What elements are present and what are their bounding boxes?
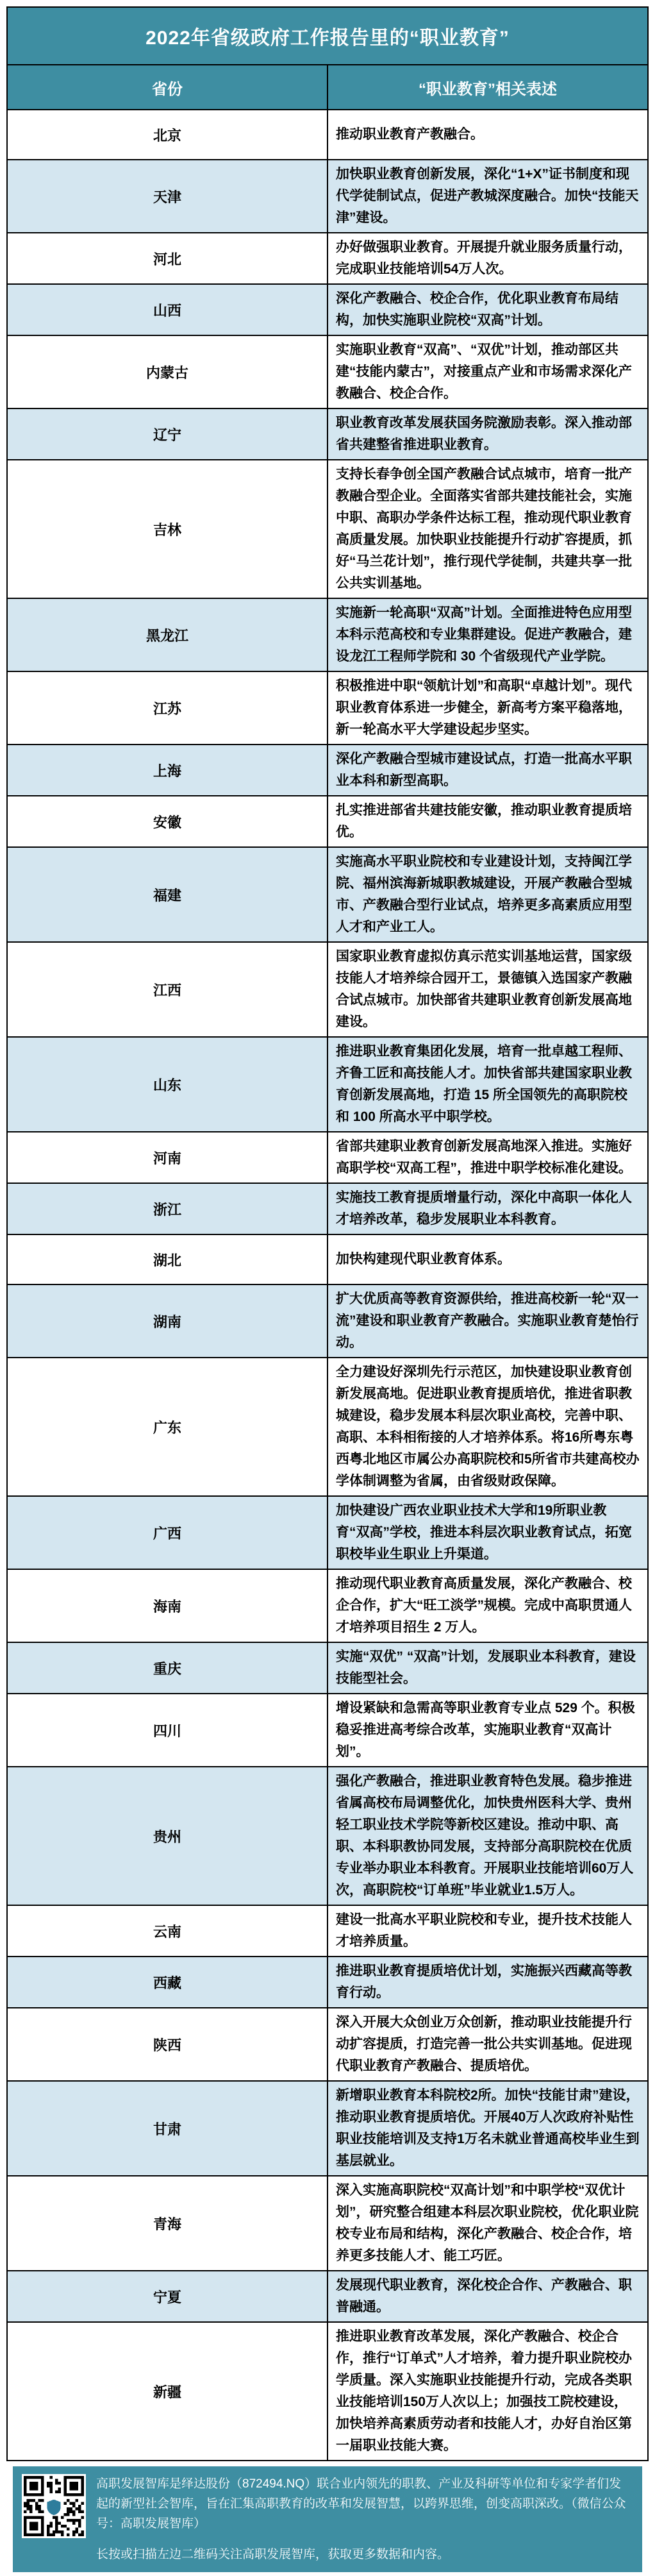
description-cell: 新增职业教育本科院校2所。加快“技能甘肃”建设，推动职业教育提质培优。开展40万人次政府补贴性职业技能培训及支持1万名未就业普通高校毕业生到基层就业。 (328, 2081, 648, 2176)
footer-scan-hint: 长按或扫描左边二维码关注高职发展智库，获取更多数据和内容。 (96, 2548, 450, 2561)
table-row (7, 1037, 648, 1132)
table-row (7, 1694, 648, 1767)
province-cell: 河北 (7, 233, 328, 284)
table-row (7, 847, 648, 942)
description-cell: 积极推进中职“领航计划”和高职“卓越计划”。现代职业教育体系进一步健全，新高考方案平稳落地，新一轮高水平大学建设起步坚实。 (328, 671, 648, 745)
table-row (7, 796, 648, 847)
column-header-province: 省份 (7, 65, 328, 110)
table-row (7, 598, 648, 671)
table-row (7, 745, 648, 796)
province-cell: 河南 (7, 1132, 328, 1183)
province-cell: 江苏 (7, 671, 328, 745)
province-cell: 海南 (7, 1569, 328, 1642)
table-row (7, 233, 648, 284)
province-cell: 宁夏 (7, 2271, 328, 2322)
table-row (7, 1905, 648, 1957)
table-row (7, 1132, 648, 1183)
table-row (7, 1358, 648, 1496)
description-cell: 深化产教融合、校企合作，优化职业教育布局结构，加快实施职业院校“双高”计划。 (328, 284, 648, 335)
description-cell: 推进职业教育提质培优计划，实施振兴西藏高等教育行动。 (328, 1957, 648, 2008)
province-cell: 天津 (7, 160, 328, 233)
description-cell: 强化产教融合，推进职业教育特色发展。稳步推进省属高校布局调整优化，加快贵州医科大学、贵州轻工职业技术学院等新校区建设。推动中职、高职、本科职教协同发展，支持部分高职院校在优质专业举办职业本科教育。开展职业技能培训60万人次，高职院校“订单班”毕业就业1.5万人。 (328, 1767, 648, 1905)
province-cell: 湖南 (7, 1284, 328, 1358)
page-title: 2022年省级政府工作报告里的“职业教育” (7, 7, 648, 65)
description-cell: 加快职业教育创新发展，深化“1+X”证书制度和现代学徒制试点，促进产教城深度融合。加快“技能天津”建设。 (328, 160, 648, 233)
description-cell: 国家职业教育虚拟仿真示范实训基地运营，国家级技能人才培养综合园开工，景德镇入选国家产教融合试点城市。加快部省共建职业教育创新发展高地建设。 (328, 942, 648, 1037)
province-cell: 内蒙古 (7, 335, 328, 408)
description-cell: 实施技工教育提质增量行动，深化中高职一体化人才培养改革，稳步发展职业本科教育。 (328, 1183, 648, 1234)
table-body (7, 110, 648, 2461)
title-row (7, 7, 648, 65)
table-row (7, 2008, 648, 2081)
province-cell: 青海 (7, 2176, 328, 2271)
province-cell: 甘肃 (7, 2081, 328, 2176)
province-cell: 山西 (7, 284, 328, 335)
description-cell: 全力建设好深圳先行示范区，加快建设职业教育创新发展高地。促进职业教育提质培优，推进省职教城建设，稳步发展本科层次职业高校，完善中职、高职、本科相衔接的人才培养体系。将16所粤东粤西粤北地区市属公办高职院校和5所省市共建高校办学体制调整为省属，由省级财政保障。 (328, 1358, 648, 1496)
header-row (7, 65, 648, 110)
table-row (7, 408, 648, 460)
province-cell: 广东 (7, 1358, 328, 1496)
province-cell: 广西 (7, 1496, 328, 1569)
description-cell: 职业教育改革发展获国务院激励表彰。深入推动部省共建整省推进职业教育。 (328, 408, 648, 460)
footer-banner (13, 2466, 642, 2572)
table-row (7, 1767, 648, 1905)
description-cell: 实施新一轮高职“双高”计划。全面推进特色应用型本科示范高校和专业集群建设。促进产教融合，建设龙江工程师学院和 30 个省级现代产业学院。 (328, 598, 648, 671)
table-row (7, 2322, 648, 2461)
table-row (7, 1496, 648, 1569)
table-row (7, 335, 648, 408)
description-cell: 省部共建职业教育创新发展高地深入推进。实施好高职学校“双高工程”，推进中职学校标准化建设。 (328, 1132, 648, 1183)
province-cell: 浙江 (7, 1183, 328, 1234)
description-cell: 扩大优质高等教育资源供给，推进高校新一轮“双一流”建设和职业教育产教融合。实施职业教育楚怡行动。 (328, 1284, 648, 1358)
table-row (7, 1183, 648, 1234)
description-cell: 实施“双优” “双高”计划，发展职业本科教育，建设技能型社会。 (328, 1642, 648, 1694)
description-cell: 实施高水平职业院校和专业建设计划，支持闽江学院、福州滨海新城职教城建设，开展产教融合型城市、产教融合型行业试点，培养更多高素质应用型人才和产业工人。 (328, 847, 648, 942)
table-row (7, 160, 648, 233)
table-row (7, 2176, 648, 2271)
description-cell: 推进职业教育改革发展，深化产教融合、校企合作，推行“订单式”人才培养，着力提升职业院校办学质量。深入实施职业技能提升行动，完成各类职业技能培训150万人次以上；加强技工院校建设，加快培养高素质劳动者和技能人才，办好自治区第一届职业技能大赛。 (328, 2322, 648, 2461)
province-cell: 贵州 (7, 1767, 328, 1905)
province-cell: 湖北 (7, 1234, 328, 1284)
description-cell: 深入开展大众创业万众创新，推动职业技能提升行动扩容提质，打造完善一批公共实训基地。促进现代职业教育产教融合、提质培优。 (328, 2008, 648, 2081)
table-head (7, 7, 648, 110)
province-cell: 重庆 (7, 1642, 328, 1694)
province-cell: 新疆 (7, 2322, 328, 2461)
description-cell: 推动现代职业教育高质量发展，深化产教融合、校企合作，扩大“旺工淡学”规模。完成中高职贯通人才培养项目招生 2 万人。 (328, 1569, 648, 1642)
qr-code-icon (22, 2474, 86, 2538)
province-cell: 辽宁 (7, 408, 328, 460)
table-row (7, 671, 648, 745)
province-cell: 西藏 (7, 1957, 328, 2008)
table-row (7, 2271, 648, 2322)
province-cell: 四川 (7, 1694, 328, 1767)
table-row (7, 284, 648, 335)
description-cell: 增设紧缺和急需高等职业教育专业点 529 个。积极稳妥推进高考综合改革，实施职业教育“双高计划”。 (328, 1694, 648, 1767)
description-cell: 扎实推进部省共建技能安徽，推动职业教育提质培优。 (328, 796, 648, 847)
description-cell: 深入实施高职院校“双高计划”和中职学校“双优计划”，研究整合组建本科层次职业院校，优化职业院校专业布局和结构，深化产教融合、校企合作，培养更多技能人才、能工巧匠。 (328, 2176, 648, 2271)
description-cell: 深化产教融合型城市建设试点，打造一批高水平职业本科和新型高职。 (328, 745, 648, 796)
table-row (7, 1957, 648, 2008)
description-cell: 支持长春争创全国产教融合试点城市，培育一批产教融合型企业。全面落实省部共建技能社会，实施中职、高职办学条件达标工程，推动现代职业教育高质量发展。加快职业技能提升行动扩容提质，抓好“马兰花计划”，推行现代学徒制，共建共享一批公共实训基地。 (328, 460, 648, 598)
province-cell: 上海 (7, 745, 328, 796)
table-row (7, 110, 648, 160)
footer-text (96, 2474, 633, 2564)
description-cell: 加快建设广西农业职业技术大学和19所职业教育“双高”学校，推进本科层次职业教育试点，拓宽职校毕业生职业上升渠道。 (328, 1496, 648, 1569)
table-row (7, 1234, 648, 1284)
table-row (7, 1642, 648, 1694)
table-row (7, 1569, 648, 1642)
provinces-table (6, 6, 649, 2461)
table-row (7, 2081, 648, 2176)
description-cell: 实施职业教育“双高”、“双优”计划，推动部区共建“技能内蒙古”，对接重点产业和市场需求深化产教融合、校企合作。 (328, 335, 648, 408)
province-cell: 陕西 (7, 2008, 328, 2081)
province-cell: 福建 (7, 847, 328, 942)
province-cell: 黑龙江 (7, 598, 328, 671)
province-cell: 吉林 (7, 460, 328, 598)
province-cell: 安徽 (7, 796, 328, 847)
province-cell: 山东 (7, 1037, 328, 1132)
description-cell: 推动职业教育产教融合。 (328, 110, 648, 160)
table-row (7, 1284, 648, 1358)
table-row (7, 460, 648, 598)
province-cell: 北京 (7, 110, 328, 160)
qr-code-svg (24, 2476, 84, 2536)
description-cell: 发展现代职业教育，深化校企合作、产教融合、职普融通。 (328, 2271, 648, 2322)
description-cell: 推进职业教育集团化发展，培育一批卓越工程师、齐鲁工匠和高技能人才。加快省部共建国家职业教育创新发展高地，打造 15 所全国领先的高职院校和 100 所高水平中职学校。 (328, 1037, 648, 1132)
column-header-description: “职业教育”相关表述 (328, 65, 648, 110)
description-cell: 加快构建现代职业教育体系。 (328, 1234, 648, 1284)
province-cell: 江西 (7, 942, 328, 1037)
table-row (7, 942, 648, 1037)
description-cell: 建设一批高水平职业院校和专业，提升技术技能人才培养质量。 (328, 1905, 648, 1957)
description-cell: 办好做强职业教育。开展提升就业服务质量行动，完成职业技能培训54万人次。 (328, 233, 648, 284)
footer-intro: 高职发展智库是绎达股份（872494.NQ）联合业内领先的职教、产业及科研等单位和专家学者们发起的新型社会智库，旨在汇集高职教育的改革和发展智慧，以跨界思维，创变高职深改。（微信公众号：高职发展智库） (96, 2477, 626, 2530)
province-cell: 云南 (7, 1905, 328, 1957)
